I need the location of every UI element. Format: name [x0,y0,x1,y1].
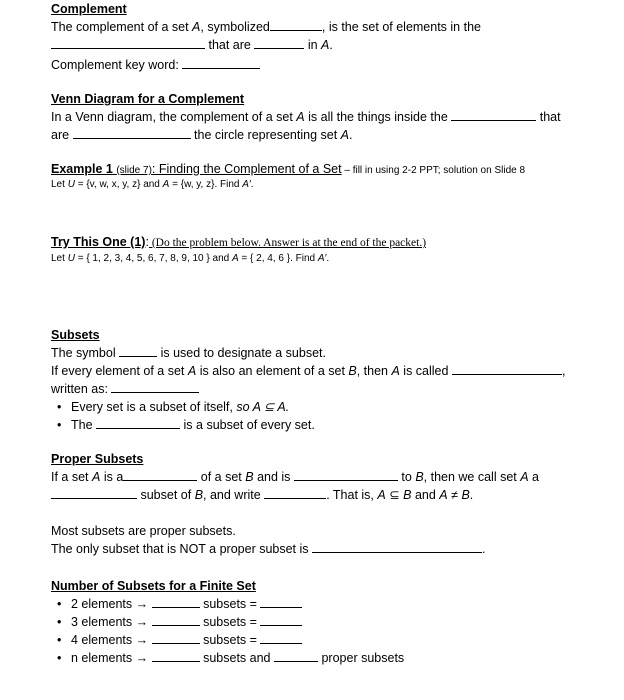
venn-section [51,90,561,144]
complement-line-2: that are in A. [51,36,481,54]
blank-count[interactable] [260,631,302,644]
bullet-icon: • [57,651,62,665]
blank-keyword[interactable] [182,56,260,69]
blank-count[interactable] [260,595,302,608]
blank-only-subset[interactable] [312,540,482,553]
blank-not-equal[interactable] [294,468,398,481]
proper-line-2: subset of B, and write . That is, A ⊆ B and A ≠ B. [51,486,539,504]
bullet-icon: • [57,615,62,629]
complement-line-1: The complement of a set A, symbolized , is the set of elements in the [51,20,481,34]
blank-subset-name[interactable] [452,362,562,375]
try1-problem: Let U = { 1, 2, 3, 4, 5, 6, 7, 8, 9, 10 } and A = { 2, 4, 6 }. Find A′. [51,253,330,264]
venn-heading: Venn Diagram for a Complement [51,92,245,106]
number-heading: Number of Subsets for a Finite Set [51,579,256,593]
example1-title: Example 1 [51,162,113,176]
example1-problem: Let U = {v, w, x, y, z} and A = {w, y, z}. Find A′. [51,179,254,190]
subsets-section [51,326,565,434]
blank-not[interactable] [254,36,304,49]
proper-section [51,450,539,504]
most-subsets-line: Most subsets are proper subsets. [51,524,236,538]
list-item: • 4 elements → subsets = [71,631,404,649]
blank-symbol[interactable] [270,18,322,31]
only-subset-line: The only subset that is NOT a proper subset is . [51,542,486,556]
blank-proper[interactable] [51,486,137,499]
blank-count[interactable] [274,649,318,662]
number-list [51,595,404,667]
example1-section [51,160,525,192]
list-item: • The is a subset of every set. [57,418,315,432]
complement-keyword-line: Complement key word: [51,56,481,74]
list-item: • 3 elements → subsets = [71,613,404,631]
venn-line-1: In a Venn diagram, the complement of a set A is all the things inside the that [51,110,561,124]
complement-section [51,0,481,74]
blank-count[interactable] [152,595,200,608]
number-section [51,577,404,667]
subsets-line-2: If every element of a set A is also an element of a set B, then A is called , [51,364,566,378]
bullet-icon: • [57,400,62,414]
blank-count[interactable] [260,613,302,626]
subsets-line-3: written as: [51,380,565,398]
blank-proper-notation[interactable] [264,486,326,499]
blank-rectangle[interactable] [451,108,536,121]
subsets-heading: Subsets [51,328,100,342]
blank-subset-symbol[interactable] [119,344,157,357]
subsets-bullets [51,398,565,434]
proper-line-1: If a set A is a of a set B and is to B, then we call set A a [51,470,540,484]
blank-complement-universe[interactable] [51,36,205,49]
bullet-icon: • [57,418,62,432]
try1-title: Try This One (1) [51,235,146,249]
bullet-icon: • [57,597,62,611]
example1-title-line: Example 1 (slide 7): Finding the Complement of a Set – fill in using 2-2 PPT; solution on Slide 8 [51,162,526,176]
blank-subset[interactable] [123,468,197,481]
try1-title-line: Try This One (1): (Do the problem below. Answer is at the end of the packet.) [51,235,427,249]
blank-count[interactable] [152,613,200,626]
blank-outside[interactable] [73,126,191,139]
blank-count[interactable] [152,631,200,644]
example1-note: – fill in using 2-2 PPT; solution on Slide 8 [341,165,526,176]
bullet-icon: • [57,633,62,647]
try1-section [51,233,426,266]
list-item: • Every set is a subset of itself, so A ⊆ A. [57,400,290,414]
proper-heading: Proper Subsets [51,452,144,466]
blank-empty-set[interactable] [96,416,180,429]
blank-subset-notation[interactable] [111,380,199,393]
complement-heading: Complement [51,2,127,16]
subsets-line-1: The symbol is used to designate a subset. [51,346,326,360]
try1-note: (Do the problem below. Answer is at the end of the packet.) [148,237,427,249]
venn-line-2: are the circle representing set A. [51,128,353,142]
list-item: • n elements → subsets and proper subsets [57,651,405,665]
proper-notes [51,522,486,558]
blank-count[interactable] [152,649,200,662]
list-item: • 2 elements → subsets = [71,595,404,613]
